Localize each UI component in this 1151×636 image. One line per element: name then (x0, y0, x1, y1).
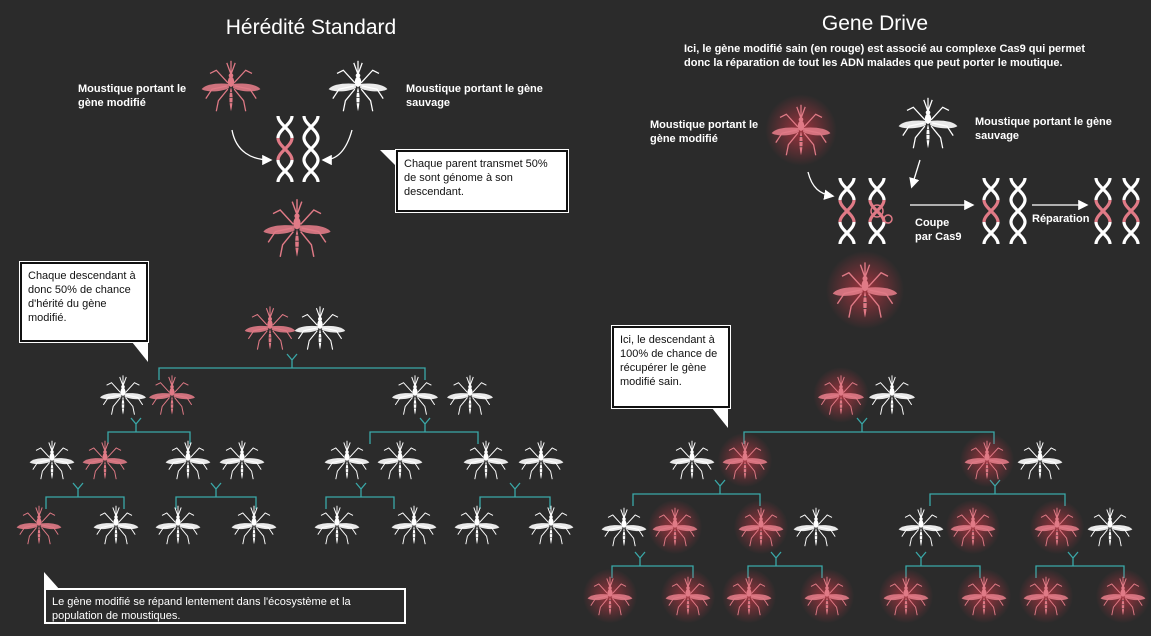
callout-descendant-chance (20, 262, 148, 342)
family-tree-connector (159, 354, 425, 380)
wild-mosquito-icon (232, 506, 277, 544)
wild-mosquito-icon (464, 441, 509, 479)
flow-arrow (324, 130, 352, 160)
callout-parent-transmission (396, 150, 568, 212)
modified-mosquito-icon (946, 500, 1000, 554)
modified-mosquito-icon (960, 433, 1014, 487)
callout-gene-drive-chance (612, 326, 730, 408)
callout-parent-text: Chaque parent transmet 50% de sont génome à son descendant. (404, 158, 548, 198)
title-standard: Hérédité Standard (225, 16, 397, 39)
dna-strand-icon (1011, 178, 1025, 244)
callout-slow-spread (44, 588, 406, 624)
dna-strand-icon (840, 178, 854, 244)
wild-mosquito-icon (315, 506, 360, 544)
family-tree-connector (108, 418, 190, 444)
wild-mosquito-icon (869, 375, 915, 414)
modified-mosquito-icon (734, 500, 788, 554)
wild-mosquito-icon (166, 441, 211, 479)
wild-mosquito-icon (529, 506, 574, 544)
modified-mosquito-icon (879, 569, 933, 623)
callout-slow-spread-text: Le gène modifié se répand lentement dans l'écosystème et la population de moustiques. (52, 596, 351, 622)
dna-strand-icon (870, 178, 884, 244)
family-tree-connector (46, 483, 124, 509)
flow-arrow (232, 130, 270, 160)
flow-arrow (912, 160, 920, 186)
wild-mosquito-icon (156, 506, 201, 544)
modified-mosquito-icon (149, 375, 195, 414)
wild-mosquito-icon (455, 506, 500, 544)
dna-strand-icon (304, 116, 318, 182)
wild-mosquito-icon (899, 98, 958, 148)
dna-strand-icon (1096, 178, 1110, 244)
wild-mosquito-icon (392, 506, 437, 544)
wild-mosquito-icon (1018, 441, 1063, 479)
callout-pointer (132, 342, 148, 362)
modified-mosquito-icon (1019, 569, 1073, 623)
wild-mosquito-icon (519, 441, 564, 479)
modified-mosquito-icon (813, 367, 869, 423)
dna-strand-icon (1124, 178, 1138, 244)
wild-mosquito-icon (325, 441, 370, 479)
wild-mosquito-icon (1088, 508, 1133, 546)
title-gene-drive: Gene Drive (821, 12, 929, 35)
flow-arrow (808, 172, 832, 196)
wild-mosquito-icon (329, 61, 388, 111)
modified-mosquito-icon (17, 506, 62, 544)
gene-drive-intro: Ici, le gène modifié sain (en rouge) est associé au complexe Cas9 qui permet donc la réparation de tout les ADN malades que peut porter le moutique. (684, 43, 1086, 69)
label-repair: Réparation (1032, 213, 1090, 225)
wild-mosquito-icon (378, 441, 423, 479)
modified-mosquito-icon (718, 433, 772, 487)
modified-mosquito-icon (1030, 500, 1084, 554)
family-tree-connector (176, 483, 256, 509)
label-wild-left: Moustique portant le gène sauvage (406, 83, 543, 109)
callout-pointer (380, 150, 396, 166)
family-tree-connector (326, 483, 394, 509)
label-modified-left: Moustique portant le gène modifié (78, 83, 187, 109)
family-tree-connector (744, 418, 994, 444)
wild-mosquito-icon (392, 375, 438, 414)
modified-mosquito-icon (765, 94, 836, 165)
scissors-handle-icon (884, 215, 892, 223)
modified-mosquito-icon (245, 306, 295, 349)
callout-pointer (712, 408, 728, 428)
wild-mosquito-icon (899, 508, 944, 546)
wild-mosquito-icon (670, 441, 715, 479)
wild-mosquito-icon (794, 508, 839, 546)
modified-mosquito-icon (263, 199, 330, 257)
callout-descendant-text: Chaque descendant à donc 50% de chance d'hérité du gène modifié. (28, 270, 136, 324)
wild-mosquito-icon (602, 508, 647, 546)
label-wild-right: Moustique portant le gène sauvage (975, 116, 1112, 142)
modified-mosquito-icon (583, 569, 637, 623)
dna-strand-icon (278, 116, 292, 182)
modified-mosquito-icon (1096, 569, 1150, 623)
wild-mosquito-icon (220, 441, 265, 479)
modified-mosquito-icon (826, 251, 904, 329)
wild-mosquito-icon (94, 506, 139, 544)
wild-mosquito-icon (100, 375, 146, 414)
modified-mosquito-icon (661, 569, 715, 623)
label-cut-cas9: Coupe par Cas9 (915, 217, 962, 243)
modified-mosquito-icon (722, 569, 776, 623)
modified-mosquito-icon (957, 569, 1011, 623)
modified-mosquito-icon (648, 500, 702, 554)
wild-mosquito-icon (30, 441, 75, 479)
modified-mosquito-icon (83, 441, 128, 479)
family-tree-connector (370, 418, 478, 444)
dna-strand-icon (984, 178, 998, 244)
callout-gene-drive-text: Ici, le descendant à 100% de chance de récupérer le gène modifié sain. (620, 334, 718, 388)
family-tree-connector (480, 483, 550, 509)
modified-mosquito-icon (202, 61, 261, 111)
wild-mosquito-icon (447, 375, 493, 414)
label-modified-right: Moustique portant le gène modifié (650, 119, 759, 145)
modified-mosquito-icon (800, 569, 854, 623)
wild-mosquito-icon (295, 306, 345, 349)
